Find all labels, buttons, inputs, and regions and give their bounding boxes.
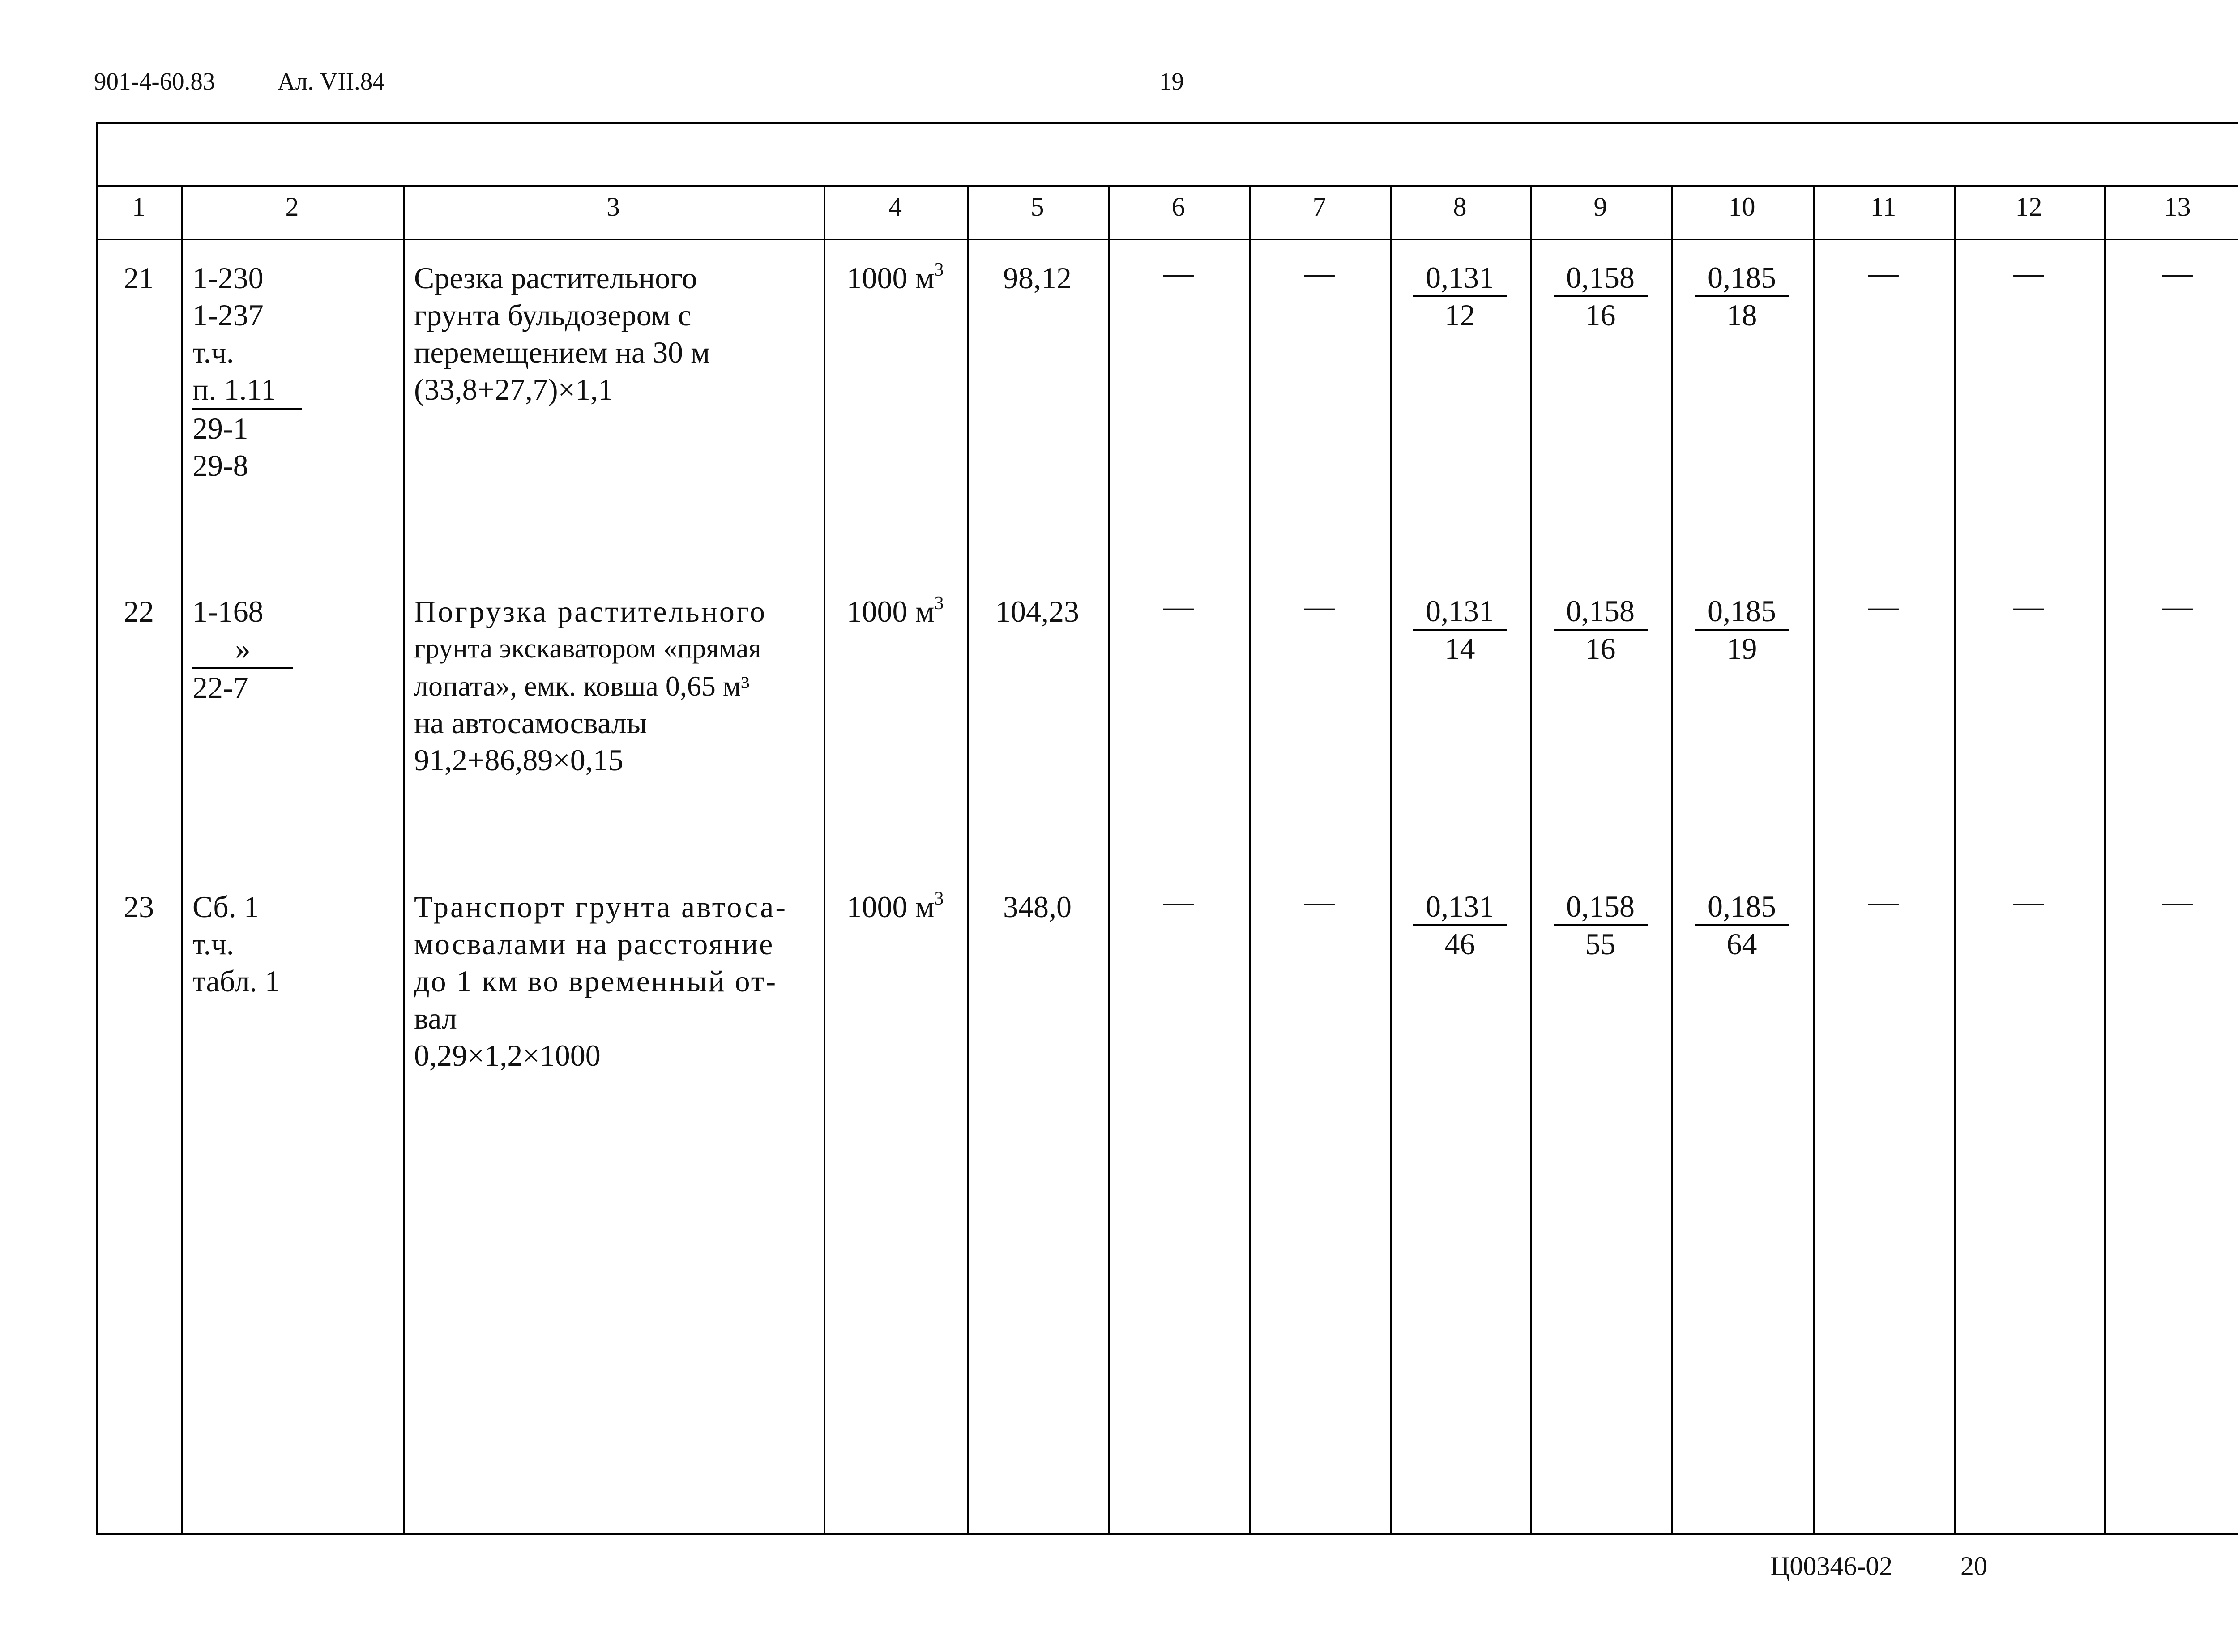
column-number: 9 [1593,192,1607,222]
empty-value-dash: — [2013,884,2044,918]
column-separator [1390,185,1392,1535]
empty-value-dash: — [1868,256,1899,290]
unit-superscript: 3 [934,888,944,909]
description-line: 91,2+86,89×0,15 [414,743,624,777]
row-number: 22 [124,594,154,628]
description-line: вал [414,1001,457,1035]
fraction-numerator: 0,131 [1413,593,1507,631]
header-row-top-line [96,185,2238,187]
document-code: 901-4-60.83 [94,68,215,95]
code-line: 1-168 [192,594,264,628]
quantity: 98,12 [1003,261,1072,295]
fraction-denominator: 14 [1444,632,1475,666]
fraction-value [1390,593,1530,666]
code-line: 1-237 [192,298,264,332]
fraction-numerator: 0,158 [1554,260,1648,297]
code-line: 29-8 [192,448,248,482]
unit [824,260,967,297]
code-line: 29-1 [192,411,248,445]
column-number: 1 [132,192,145,222]
column-number: 5 [1030,192,1044,222]
norm-codes [192,888,280,1000]
table-bottom-border [96,1533,2238,1535]
norm-codes [192,593,293,706]
footer-document-id: Ц00346-02 [1770,1551,1893,1581]
row-number: 21 [124,261,154,295]
column-number: 4 [888,192,902,222]
column-number: 13 [2164,192,2191,222]
fraction-value [1530,593,1671,666]
column-number: 3 [606,192,620,222]
fraction-value [1530,260,1671,333]
norm-codes [192,260,302,484]
fraction-value [1671,260,1813,333]
column-separator [181,185,183,1535]
quantity: 348,0 [1003,890,1072,924]
empty-value-dash: — [2013,256,2044,290]
unit [824,888,967,926]
empty-value-dash: — [1304,256,1335,290]
unit [824,593,967,630]
column-number: 12 [2015,192,2042,222]
code-line: 22-7 [192,670,248,704]
column-separator [403,185,405,1535]
column-separator [1813,185,1815,1535]
unit-superscript: 3 [934,593,944,614]
unit-text: 1000 м [846,890,935,924]
empty-value-dash: — [1868,884,1899,918]
column-number: 10 [1728,192,1755,222]
code-line: » [192,630,293,669]
fraction-numerator: 0,131 [1413,888,1507,926]
unit-superscript: 3 [934,260,944,280]
fraction-value [1390,888,1530,962]
fraction-denominator: 64 [1726,927,1757,961]
column-number: 11 [1870,192,1896,222]
unit-text: 1000 м [846,261,935,295]
fraction-value [1671,888,1813,962]
description-line: на автосамосвалы [414,706,647,740]
empty-value-dash: — [1304,589,1335,623]
column-number: 2 [285,192,299,222]
unit-text: 1000 м [846,594,935,628]
empty-value-dash: — [1163,256,1194,290]
fraction-numerator: 0,185 [1695,593,1789,631]
code-line: т.ч. [192,335,234,369]
fraction-numerator: 0,131 [1413,260,1507,297]
description-line: грунта бульдозером с [414,298,692,332]
description-line: (33,8+27,7)×1,1 [414,372,613,406]
empty-value-dash: — [2162,589,2193,623]
code-line: табл. 1 [192,964,280,998]
fraction-numerator: 0,158 [1554,888,1648,926]
table-top-border [96,122,2238,124]
description-line: Транспорт грунта автоса- [414,890,787,924]
fraction-denominator: 55 [1585,927,1616,961]
code-line: т.ч. [192,927,234,961]
table-left-border [96,122,98,1535]
empty-value-dash: — [1163,884,1194,918]
column-separator [824,185,825,1535]
description-line: перемещением на 30 м [414,335,710,369]
description-line: мосвалами на расстояние [414,927,774,961]
description-line: Срезка растительного [414,261,697,295]
fraction-numerator: 0,158 [1554,593,1648,631]
quantity: 104,23 [995,594,1079,628]
code-line: п. 1.11 [192,371,302,410]
fraction-denominator: 12 [1444,298,1475,332]
description-line: 0,29×1,2×1000 [414,1038,601,1072]
column-separator [1249,185,1251,1535]
empty-value-dash: — [2162,884,2193,918]
column-number: 8 [1453,192,1467,222]
code-line: 1-230 [192,261,264,295]
description-line: Погрузка растительного [414,594,767,628]
column-number: 7 [1312,192,1326,222]
fraction-denominator: 16 [1585,298,1616,332]
fraction-denominator: 19 [1726,632,1757,666]
column-number: 6 [1171,192,1185,222]
column-separator [967,185,969,1535]
empty-value-dash: — [2162,256,2193,290]
work-description [414,593,817,779]
description-line: лопата», емк. ковша 0,65 м³ [414,670,750,702]
header-row-bottom-line [96,239,2238,240]
footer-sheet-number: 20 [1960,1551,1987,1581]
empty-value-dash: — [2013,589,2044,623]
empty-value-dash: — [1304,884,1335,918]
column-separator [1530,185,1532,1535]
fraction-numerator: 0,185 [1695,260,1789,297]
fraction-denominator: 46 [1444,927,1475,961]
column-separator [2104,185,2106,1535]
description-line: до 1 км во временный от- [414,964,777,998]
album-reference: Ал. VII.84 [278,68,385,95]
work-description [414,888,817,1074]
code-line: Сб. 1 [192,890,259,924]
page-number: 19 [1159,68,1184,95]
empty-value-dash: — [1868,589,1899,623]
column-separator [1954,185,1956,1535]
fraction-value [1671,593,1813,666]
work-description [414,260,817,408]
row-number: 23 [124,890,154,924]
description-line: грунта экскаватором «прямая [414,633,761,664]
fraction-value [1390,260,1530,333]
fraction-denominator: 16 [1585,632,1616,666]
empty-value-dash: — [1163,589,1194,623]
column-separator [1671,185,1673,1535]
column-separator [1108,185,1110,1535]
fraction-value [1530,888,1671,962]
fraction-numerator: 0,185 [1695,888,1789,926]
fraction-denominator: 18 [1726,298,1757,332]
